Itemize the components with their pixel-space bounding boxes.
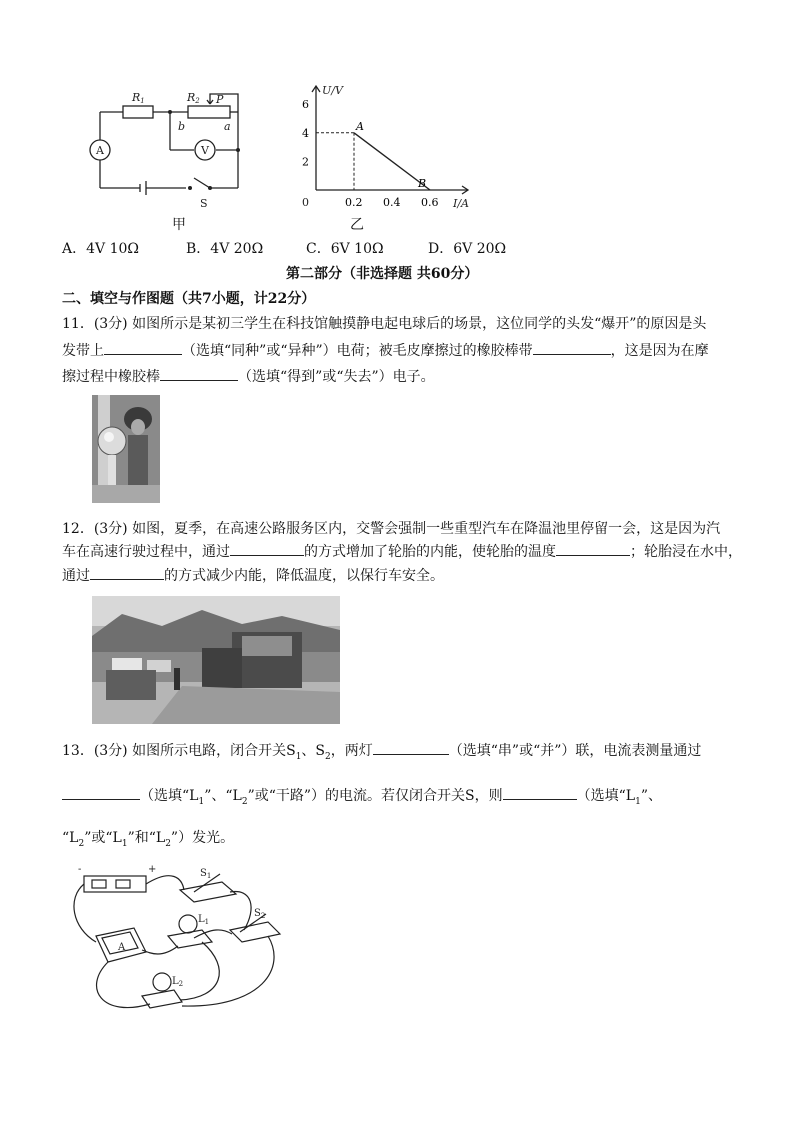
q13-blank-2[interactable]: [62, 785, 140, 800]
x-tick-label: 0.6: [421, 196, 439, 209]
s1-label: S: [200, 868, 207, 879]
l2-label: L: [172, 976, 179, 987]
r2-label: R: [187, 91, 196, 104]
q12-blank-2[interactable]: [556, 541, 630, 556]
physical-circuit-diagram: [62, 858, 292, 1018]
option-b: B．4V 20Ω: [186, 241, 264, 257]
static-ball-photo: [92, 395, 160, 503]
q13-line1: 13．(3分) 如图所示电路，闭合开关$S_1$、$S_2$，两灯 （选填“串”或“并”）联，电流表测量通过: [62, 740, 701, 768]
svg-text:R1: [131, 91, 145, 105]
r1-sub: 1: [140, 97, 145, 105]
s2-label: S: [254, 908, 261, 919]
q11-blank-3[interactable]: [160, 366, 238, 381]
r2-sub: 2: [195, 97, 200, 105]
ammeter-letter: A: [118, 942, 126, 953]
q11-blank-1[interactable]: [104, 340, 182, 355]
section-two-title: 二、填空与作图题（共7小题，计22分）: [62, 291, 316, 307]
option-a: A．4V 10Ω: [62, 241, 139, 257]
svg-text:L1: $L_1$: [198, 914, 210, 926]
q12-line1: 12．(3分) 如图，夏季，在高速公路服务区内，交警会强制一些重型汽车在降温池里停留一会，这是因为汽: [62, 521, 721, 537]
q11-line1: 11．(3分) 如图所示是某初三学生在科技馆触摸静电起电球后的场景，这位同学的头发“爆开”的原因是头: [62, 316, 707, 332]
figure-caption-yi: 乙: [350, 217, 364, 233]
lamp-l2-bulb: [153, 973, 171, 991]
x-tick-label: 0.2: [345, 196, 363, 209]
lamp-l1-bulb: [179, 915, 197, 933]
q12-blank-3[interactable]: [90, 565, 164, 580]
y-tick-label: 2: [302, 155, 309, 169]
y-tick-label: 6: [302, 98, 309, 112]
y-tick-label: 4: [302, 126, 309, 140]
svg-text:S1: $S_1$: [200, 868, 212, 880]
node-b-label: b: [178, 120, 186, 133]
q13-line2: （选填“$L_1$”、“$L_2$”或“干路”）的电流。若仅闭合开关S，则 （选填“$L_1$”、: [62, 785, 662, 813]
svg-text:S2: $S_2$: [254, 908, 266, 920]
ammeter-label: A: [96, 144, 104, 157]
x-axis-label: I/A: [453, 197, 469, 210]
l1-label: L: [198, 914, 205, 925]
voltmeter-label: V: [201, 144, 209, 157]
switch-s2: [230, 922, 280, 942]
option-c: C．6V 10Ω: [306, 241, 384, 257]
battery-box: [84, 876, 146, 892]
resistor-r1: [123, 106, 153, 118]
svg-text:R2: [186, 91, 200, 105]
resistor-r2: [188, 106, 230, 118]
q11-blank-2[interactable]: [533, 340, 611, 355]
q12-line3: 通过 的方式减少内能，降低温度，以保行车安全。: [62, 565, 444, 587]
q12-blank-1[interactable]: [230, 541, 304, 556]
origin-label: 0: [302, 196, 309, 209]
option-d: D．6V 20Ω: [428, 241, 507, 257]
q11-line2: 发带上 （选填“同种”或“异种”）电荷；被毛皮摩擦过的橡胶棒带 ，这是因为在摩: [62, 340, 709, 362]
y-axis-label: U/V: [322, 84, 343, 97]
lamp-l2-holder: [142, 990, 182, 1008]
q11-line3: 擦过程中橡胶棒 （选填“得到”或“失去”）电子。: [62, 366, 435, 388]
truck-cooling-pool-photo: [92, 596, 340, 724]
battery-plus-label: +: [148, 864, 157, 875]
circuit-diagram-jia: [60, 82, 260, 222]
node-a-label: a: [224, 120, 231, 133]
ui-graph-yi: [298, 82, 478, 214]
part-two-title: 第二部分（非选择题 共60分）: [286, 266, 479, 282]
point-a-label: A: [356, 119, 364, 133]
switch-s1: [180, 882, 236, 902]
svg-text:L2: $L_2$: [172, 976, 184, 988]
q12-line2: 车在高速行驶过程中，通过 的方式增加了轮胎的内能，使轮胎的温度 ；轮胎浸在水中，: [62, 541, 742, 563]
switch-label: S: [200, 197, 208, 210]
q13-blank-1[interactable]: [373, 740, 449, 755]
point-b-label: B: [418, 177, 427, 190]
r1-label: R: [132, 91, 141, 104]
q13-blank-3[interactable]: [503, 785, 577, 800]
slider-p-label: P: [216, 93, 224, 106]
q13-line3: “$L_2$”或“$L_1$”和“$L_2$”）发光。: [62, 830, 235, 849]
battery-minus-label: -: [78, 864, 82, 875]
x-tick-label: 0.4: [383, 196, 401, 209]
figure-caption-jia: 甲: [172, 217, 186, 233]
